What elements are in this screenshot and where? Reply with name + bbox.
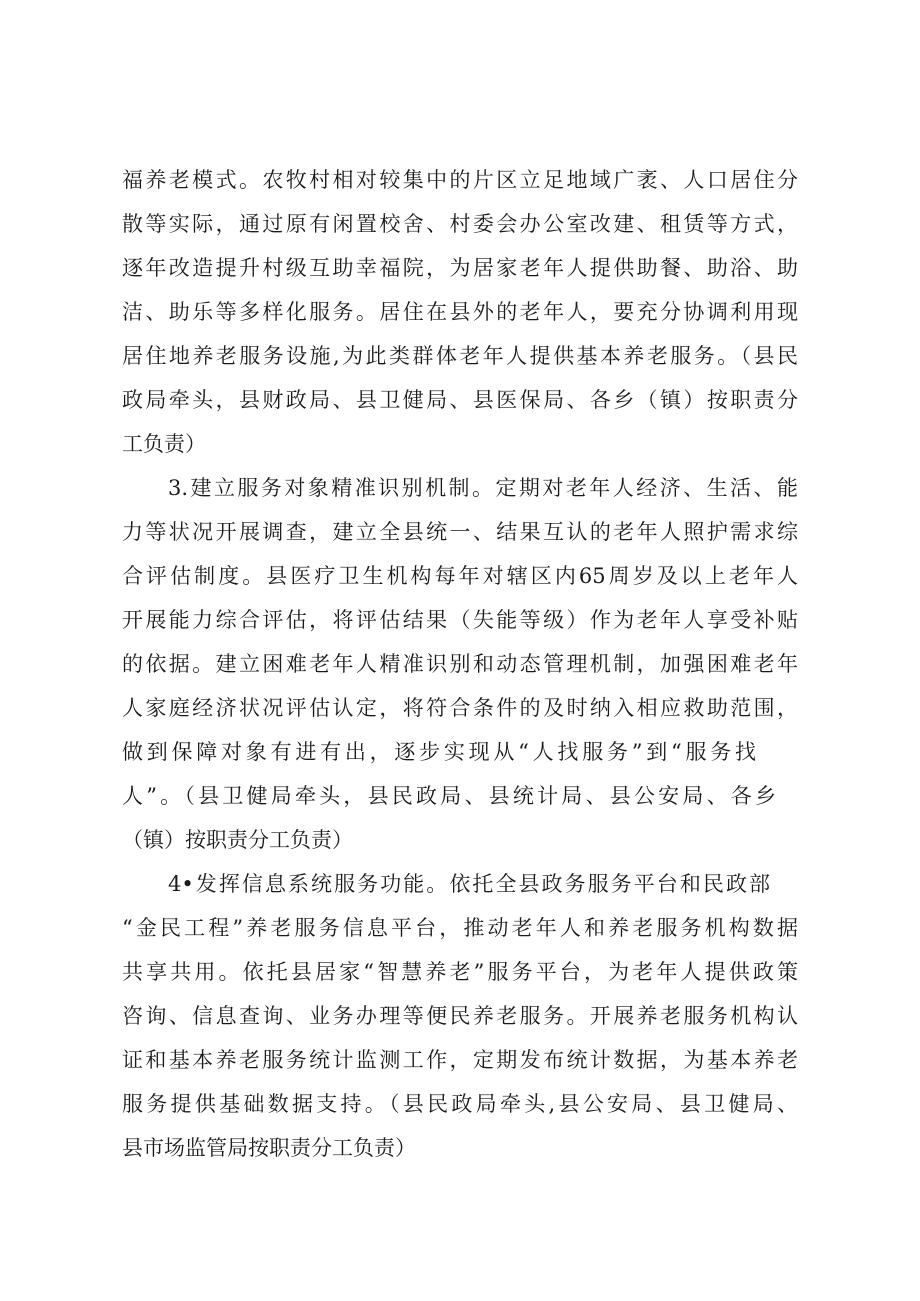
paragraph-1-line-1: 福养老模式。农牧村相对较集中的片区立足地域广袤、人口居住分 (122, 168, 798, 192)
paragraph-3-line-3: 共享共用。依托县居家“智慧养老”服务平台，为老年人提供政策 (122, 960, 798, 984)
paragraph-2-line-3: 合评估制度。县医疗卫生机构每年对辖区内65周岁及以上老年人 (122, 564, 798, 588)
paragraph-3-line-4: 咨询、信息查询、业务办理等便民养老服务。开展养老服务机构认 (122, 1004, 798, 1028)
paragraph-3-line-1: 4•发挥信息系统服务功能。依托全县政务服务平台和民政部 (168, 872, 770, 896)
paragraph-2-line-4: 开展能力综合评估，将评估结果（失能等级）作为老年人享受补贴 (122, 608, 798, 632)
paragraph-2-line-7: 做到保障对象有进有出，逐步实现从“人找服务”到“服务找 (122, 740, 756, 764)
paragraph-2-line-9: （镇）按职责分工负责） (122, 828, 353, 852)
paragraph-1-line-6: 政局牵头，县财政局、县卫健局、县医保局、各乡（镇）按职责分 (122, 388, 798, 412)
paragraph-3-line-5: 证和基本养老服务统计监测工作，定期发布统计数据，为基本养老 (122, 1048, 798, 1072)
paragraph-2-line-2: 力等状况开展调查，建立全县统一、结果互认的老年人照护需求综 (122, 520, 798, 544)
paragraph-3-line-6: 服务提供基础数据支持。（县民政局牵头,县公安局、县卫健局、 (122, 1092, 798, 1116)
paragraph-2-line-1: 3.建立服务对象精准识别机制。定期对老年人经济、生活、能 (168, 476, 798, 500)
paragraph-1-line-2: 散等实际，通过原有闲置校舍、村委会办公室改建、租赁等方式， (122, 212, 798, 236)
paragraph-3-line-2: “金民工程”养老服务信息平台，推动老年人和养老服务机构数据 (122, 916, 798, 940)
paragraph-1-line-4: 洁、助乐等多样化服务。居住在县外的老年人，要充分协调利用现 (122, 300, 798, 324)
paragraph-3-line-7: 县市场监管局按职责分工负责） (122, 1136, 416, 1160)
paragraph-2-line-6: 人家庭经济状况评估认定，将符合条件的及时纳入相应救助范围， (122, 696, 798, 720)
paragraph-2-line-5: 的依据。建立困难老年人精准识别和动态管理机制，加强困难老年 (122, 652, 798, 676)
paragraph-1-line-7: 工负责） (122, 432, 206, 456)
paragraph-1-line-3: 逐年改造提升村级互助幸福院，为居家老年人提供助餐、助浴、助 (122, 256, 798, 280)
paragraph-2-line-8: 人”。（县卫健局牵头，县民政局、县统计局、县公安局、各乡 (122, 784, 776, 808)
paragraph-1-line-5: 居住地养老服务设施,为此类群体老年人提供基本养老服务。（县民 (122, 344, 798, 368)
